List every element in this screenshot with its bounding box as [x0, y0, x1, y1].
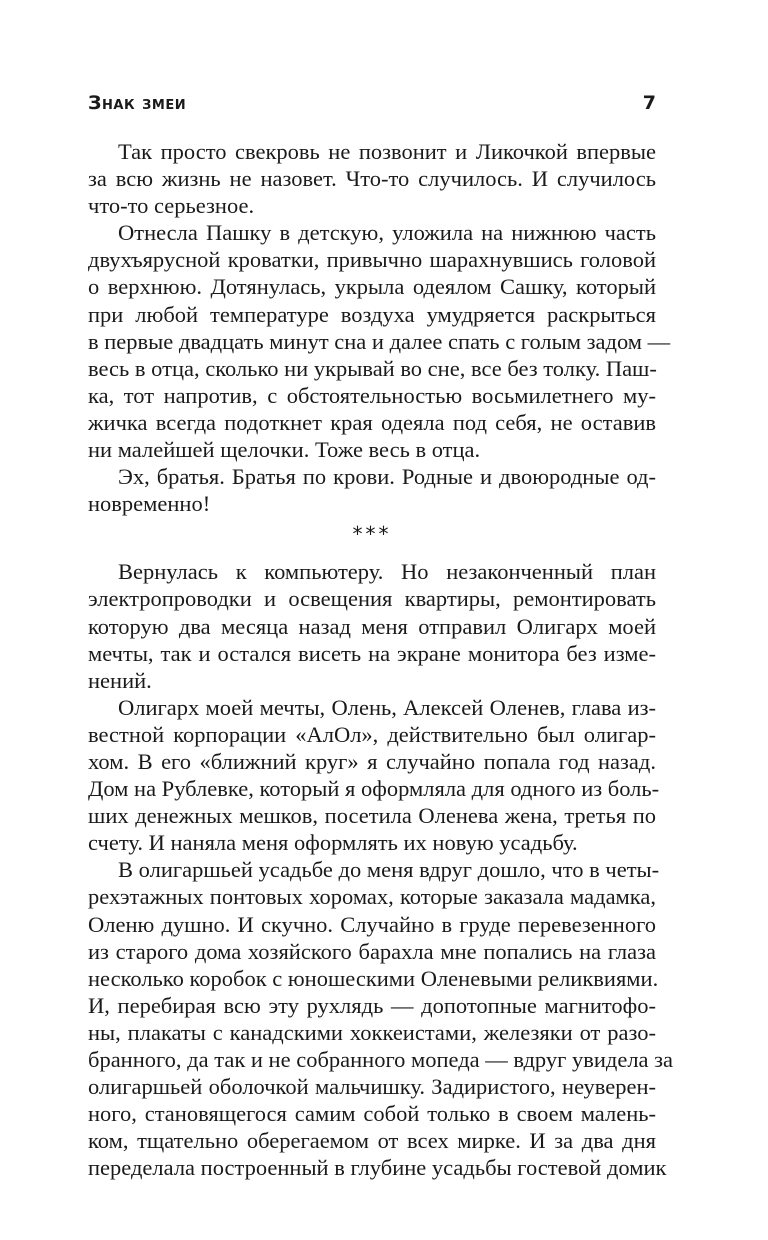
text-line: ком, тщательно оберегаемом от всех мирке. И за два дня	[88, 1128, 656, 1154]
text-line: В олигаршьей усадьбе до меня вдруг дошло, что в четы-	[118, 857, 660, 883]
text-line: олигаршьей оболочкой мальчишку. Задиристого, неуверен-	[88, 1074, 656, 1100]
section-separator: ***	[352, 522, 392, 547]
text-line: Дом на Рублевке, который я оформляла для одного из боль-	[88, 776, 660, 802]
text-line: за всю жизнь не назовет. Что-то случилось. И случилось	[88, 166, 656, 192]
text-line: ны, плакаты с канадскими хоккеистами, железяки от разо-	[88, 1019, 656, 1045]
text-line: Вернулась к компьютеру. Но незаконченный план	[118, 559, 656, 585]
text-line: новременно!	[88, 491, 211, 517]
text-line: хом. В его «ближний круг» я случайно попала год назад.	[88, 748, 656, 774]
text-line: в первые двадцать минут сна и далее спать с голым задом —	[88, 328, 671, 354]
text-line: что-то серьезное.	[88, 193, 255, 219]
text-line: вестной корпорации «АлОл», действительно был олигар-	[88, 721, 656, 747]
text-line: мечты, так и остался висеть на экране монитора без изме-	[88, 640, 656, 666]
text-line: весь в отца, сколько ни укрывай во сне, все без толку. Паш-	[88, 355, 657, 381]
text-line: несколько коробок с юношескими Оленевыми реликвиями.	[88, 965, 659, 991]
running-head-title: Знак змеи	[88, 92, 187, 114]
text-line: рехэтажных понтовых хоромах, которые заказала мадамка,	[88, 884, 656, 910]
text-line: о верхнюю. Дотянулась, укрыла одеялом Сашку, который	[88, 274, 656, 300]
text-line: ка, тот напротив, с обстоятельностью восьмилетнего му-	[88, 382, 656, 408]
text-line: ни малейшей щелочки. Тоже весь в отца.	[88, 437, 481, 463]
text-line: Олигарх моей мечты, Олень, Алексей Оленев, глава из-	[118, 694, 656, 720]
text-line: нений.	[88, 667, 152, 693]
text-line: счету. И наняла меня оформлять их новую усадьбу.	[88, 830, 578, 856]
text-line: Эх, братья. Братья по крови. Родные и двоюродные од-	[118, 464, 656, 490]
text-line: ного, становящегося самим собой только в своем малень-	[88, 1101, 656, 1127]
body-text	[88, 138, 674, 1181]
page-number: 7	[642, 92, 656, 114]
text-line: которую два месяца назад меня отправил Олигарх моей	[88, 613, 656, 639]
text-line: Оленю душно. И скучно. Случайно в груде перевезенного	[88, 911, 656, 937]
text-line: при любой температуре воздуха умудряется раскрыться	[88, 301, 656, 327]
text-line: электропроводки и освещения квартиры, ремонтировать	[88, 586, 656, 612]
text-line: ших денежных мешков, посетила Оленева жена, третья по	[88, 803, 656, 829]
text-line: И, перебирая всю эту рухлядь — допотопные магнитофо-	[88, 992, 656, 1018]
text-line: из старого дома хозяйского барахла мне попались на глаза	[88, 938, 656, 964]
text-line: двухъярусной кроватки, привычно шарахнувшись головой	[88, 247, 656, 273]
text-line: жичка всегда подоткнет края одеяла под себя, не оставив	[88, 409, 656, 435]
text-line: Отнесла Пашку в детскую, уложила на нижнюю часть	[118, 220, 656, 246]
text-line: Так просто свекровь не позвонит и Ликочкой впервые	[118, 139, 656, 164]
text-line: бранного, да так и не собранного мопеда — вдруг увидела за	[88, 1047, 674, 1072]
text-line: переделала построенный в глубине усадьбы гостевой домик	[88, 1155, 667, 1181]
